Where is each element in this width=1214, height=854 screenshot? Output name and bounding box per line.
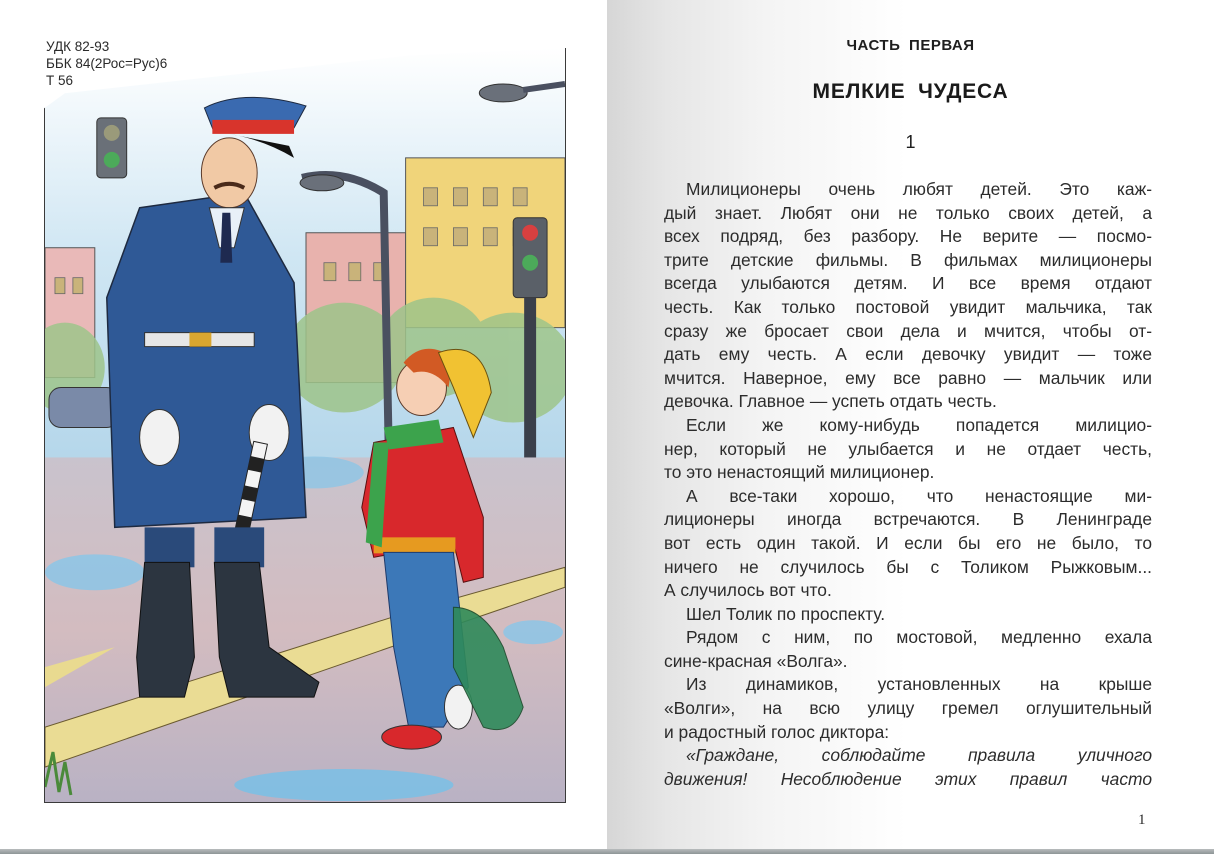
chapter-title: МЕЛКИЕ ЧУДЕСА	[812, 80, 1009, 103]
illustration-policeman-and-boy	[44, 48, 566, 803]
bbk-code: ББК 84(2Рос=Рус)6	[46, 56, 168, 71]
text-line: мчится. Наверное, ему все равно — мальчик или	[664, 367, 1152, 388]
text-line: лиционеры иногда встречаются. В Ленинграде	[664, 509, 1152, 530]
text-line: движения! Несоблюдение этих правил часто	[664, 768, 1152, 789]
text-line: Если же кому-нибудь попадется милицио-	[686, 414, 1152, 435]
text-line: сине-красная «Волга».	[664, 650, 848, 671]
text-line: сразу же бросает свои дела и мчится, чтобы от-	[664, 320, 1152, 341]
chapter-body-text	[664, 178, 1152, 791]
illustration-image	[45, 48, 565, 802]
text-line: Из динамиков, установленных на крыше	[686, 674, 1152, 695]
text-line: А случилось вот что.	[664, 580, 832, 601]
text-line: ничего не случилось бы с Толиком Рыжковым...	[664, 556, 1152, 577]
text-line: Шел Толик по проспекту.	[686, 603, 886, 624]
text-line: Рядом с ним, по мостовой, медленно ехала	[686, 627, 1152, 648]
text-line: трите детские фильмы. В фильмах милиционеры	[664, 249, 1152, 270]
text-line: девочка. Главное — успеть отдать честь.	[664, 391, 997, 412]
text-line: «Волги», на всю улицу гремел оглушительный	[664, 698, 1152, 719]
text-line: всех подряд, без разбору. Не верите — посмо-	[664, 226, 1152, 247]
text-line: дый знает. Любят они не только своих детей, а	[664, 202, 1152, 223]
text-line: честь. Как только постовой увидит мальчика, так	[664, 296, 1152, 317]
left-page	[0, 0, 607, 850]
text-line: А все-таки хорошо, что ненастоящие ми-	[686, 485, 1152, 506]
text-line: всегда улыбаются детям. И все время отдают	[664, 273, 1152, 294]
text-line: нер, который не улыбается и не отдает честь,	[664, 438, 1152, 459]
bibliographic-codes	[46, 38, 167, 89]
text-line: дать ему честь. А если девочку увидит — тоже	[664, 344, 1152, 365]
text-line: Милиционеры очень любят детей. Это каж-	[686, 179, 1152, 199]
udk-code: УДК 82-93	[46, 39, 110, 54]
text-line: то это ненастоящий милиционер.	[664, 462, 935, 483]
page-bottom-edge	[0, 849, 1214, 854]
section-number: 1	[905, 132, 916, 152]
part-title: ЧАСТЬ ПЕРВАЯ	[846, 37, 975, 54]
text-line: «Граждане, соблюдайте правила уличного	[686, 745, 1152, 766]
text-line: и радостный голос диктора:	[664, 721, 890, 742]
page-number: 1	[1138, 812, 1146, 828]
author-mark: Т 56	[46, 73, 74, 88]
text-line: вот есть один такой. И если бы его не было, то	[664, 532, 1152, 553]
